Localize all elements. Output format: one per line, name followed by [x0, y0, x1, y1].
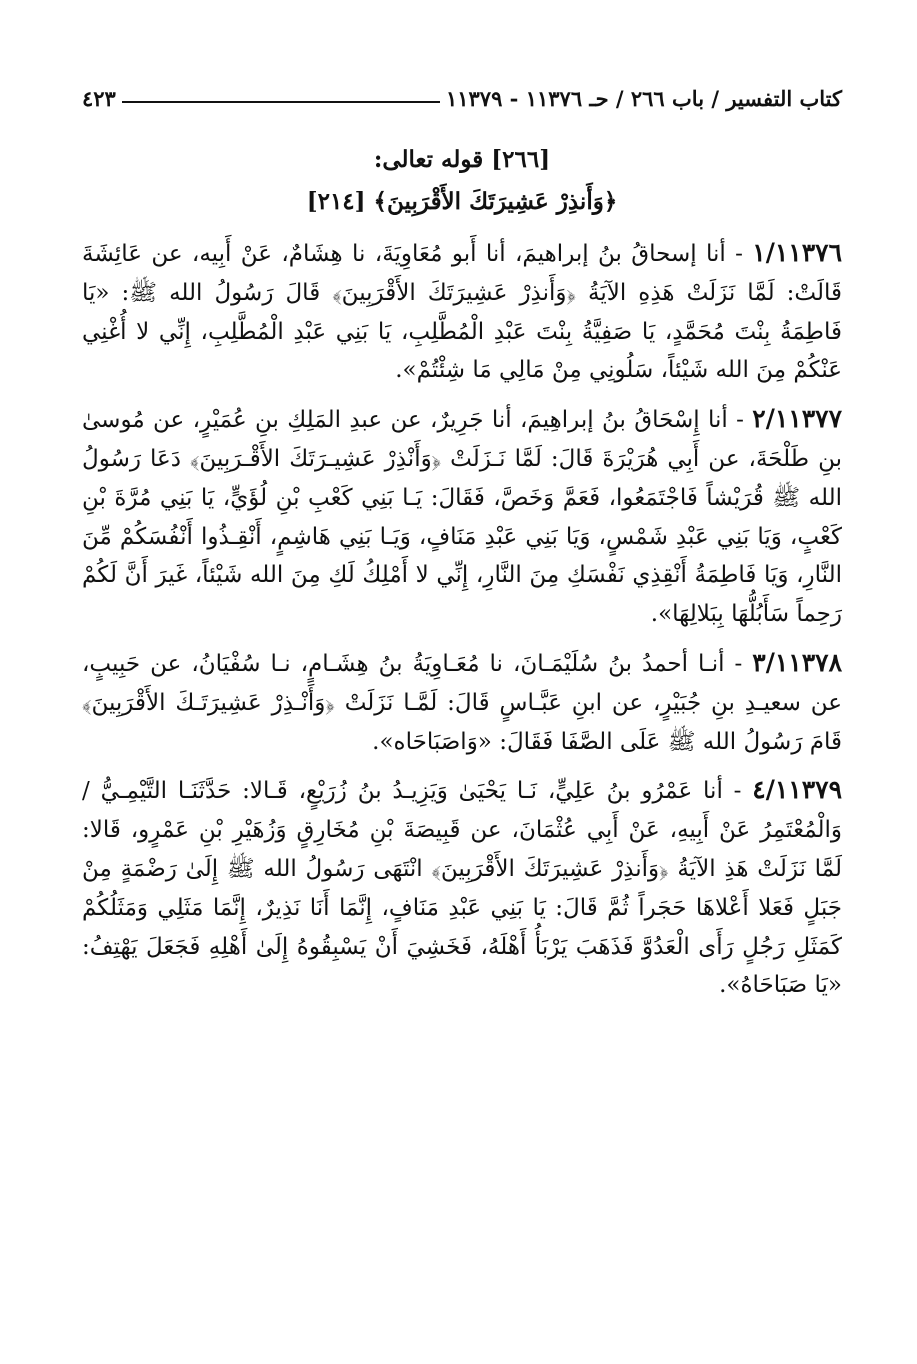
- header-title: كتاب التفسير / باب ٢٦٦ / حـ ١١٣٧٦ - ١١٣٧٩: [445, 85, 842, 111]
- hadith-paragraph: [82, 644, 842, 761]
- chapter-heading: [82, 140, 842, 224]
- hadith-paragraph: [82, 234, 842, 390]
- hadith-text: - أنا عَمْرُو بنُ عَلِيٍّ، نَـا يَحْيَىٰ وَيَزِيـدُ بنُ زُرَيْعٍ، قَـالا: حَدَّثَنَـا التَّيْمِـيُّ / وَالْمُعْتَمِرُ عَنْ أَبِيهِ، عَنْ أَبِي عُثْمَانَ، عن قَبِيصَةَ بْنِ مُخَارِقٍ وَزُهَيْرِ بْنِ عَمْرٍو، قَالا: لَمَّا نَزَلَتْ هَذِ الآيَةُ ﴿وَأَنذِرْ عَشِيرَتَكَ الأَقْرَبِينَ﴾ انْتَهَى رَسُولُ الله ﷺ إِلَىٰ رَضْمَةٍ مِنْ جَبَلٍ فَعَلا أَعْلاهَا حَجَراً ثُمَّ قَالَ: يَا بَنِي عَبْدِ مَنَافٍ، إِنَّمَا أَنَا نَذِيرٌ، إِنَّمَا مَثَلِي وَمَثَلُكُمْ كَمَثَلِ رَجُلٍ رَأَى الْعَدُوَّ فَذَهَبَ يَرْبَأُ أَهْلَهُ، فَخَشِيَ أَنْ يَسْبِقُوهُ إِلَىٰ أَهْلِهِ فَجَعَلَ يَهْتِفُ: «يَا صَبَاحَاهُ».: [82, 778, 842, 999]
- hadith-text: - أنـا أحمدُ بنُ سُلَيْمَـانَ، نا مُعَـاوِيَةُ بنُ هِشَـامٍ، نـا سُفْيَانُ، عن حَبِيبٍ، عن سعيـدِ بنِ جُبَيْرٍ، عن ابنِ عَبَّـاسٍ قَالَ: لَمَّـا نَزَلَتْ ﴿وَأَنْـذِرْ عَشِيرَتَـكَ الأَقْرَبِينَ﴾ قَامَ رَسُولُ الله ﷺ عَلَى الصَّفَا فَقَالَ: «وَاصَبَاحَاه».: [82, 650, 842, 755]
- hadith-text: - أنا إسحاقُ بنُ إبراهيمَ، أنا أَبو مُعَاوِيَةَ، نا هِشَامٌ، عَنْ أَبِيه، عن عَائِشَةَ قَالَتْ: لَمَّا نَزَلَتْ هَذِهِ الآيَةُ ﴿وَأَنذِرْ عَشِيرَتَكَ الأَقْرَبِينَ﴾ قَالَ رَسُولُ الله ﷺ: «يَا فَاطِمَةُ بِنْتَ مُحَمَّدٍ، يَا صَفِيَّةُ بِنْتَ عَبْدِ الْمُطَّلِبِ، يَا بَنِي عَبْدِ الْمُطَّلِبِ، إِنِّي لا أُغْنِي عَنْكُمْ مِنَ الله شَيْئاً، سَلُونِي مِنْ مَالِي مَا شِئْتُمْ».: [82, 241, 842, 384]
- hadith-paragraph: [82, 771, 842, 1005]
- hadith-number: ٣/١١٣٧٨: [752, 647, 842, 677]
- chapter-title: [٢٦٦] قوله تعالى:: [373, 146, 551, 173]
- page-number: ٤٢٣: [82, 85, 116, 111]
- hadith-text: - أنا إِسْحَاقُ بنُ إبراهِيمَ، أنا جَرِيرٌ، عن عبدِ المَلِكِ بنِ عُمَيْرٍ، عن مُوسىٰ بنِ طَلْحَةَ، عن أَبِي هُرَيْرَةَ قَالَ: لَمَّا نَـزَلَتْ ﴿وَأَنْذِرْ عَشِيـرَتَكَ الأَقْـرَبِينَ﴾ دَعَا رَسُولُ الله ﷺ قُرَيْشاً فَاجْتَمَعُوا، فَعَمَّ وَخَصَّ، فَقَالَ: يَـا بَنِي كَعْبِ بْنِ لُؤَيٍّ، يَا بَنِي مُرَّةَ بْنِ كَعْبٍ، وَيَا بَنِي عَبْدِ شَمْسٍ، وَيَا بَنِي عَبْدِ مَنَافٍ، وَيَـا بَنِي هَاشِمٍ، أَنْقِـذُوا أَنْفُسَكُمْ مِّنَ النَّارِ، وَيَا فَاطِمَةُ أَنْقِذِي نَفْسَكِ مِنَ النَّارِ، إِنِّي لا أَمْلِكُ لَكِ مِنَ الله شَيْئاً، غَيرَ أَنَّ لَكُمْ رَحِماً سَأَبُلُّهَا بِبَلالِهَا».: [82, 407, 842, 628]
- quran-verse: ﴿وَأَنذِرْ عَشِيرَتَكَ الأَقْرَبِينَ﴾ [٢١٤]: [306, 188, 618, 215]
- hadith-paragraph: [82, 400, 842, 634]
- hadith-number: ١/١١٣٧٦: [752, 238, 842, 267]
- header-rule: [122, 101, 440, 103]
- running-header: [82, 78, 842, 118]
- hadith-number: ٤/١١٣٧٩: [752, 775, 842, 805]
- hadith-list: [82, 234, 842, 1015]
- hadith-number: ٢/١١٣٧٧: [752, 404, 842, 434]
